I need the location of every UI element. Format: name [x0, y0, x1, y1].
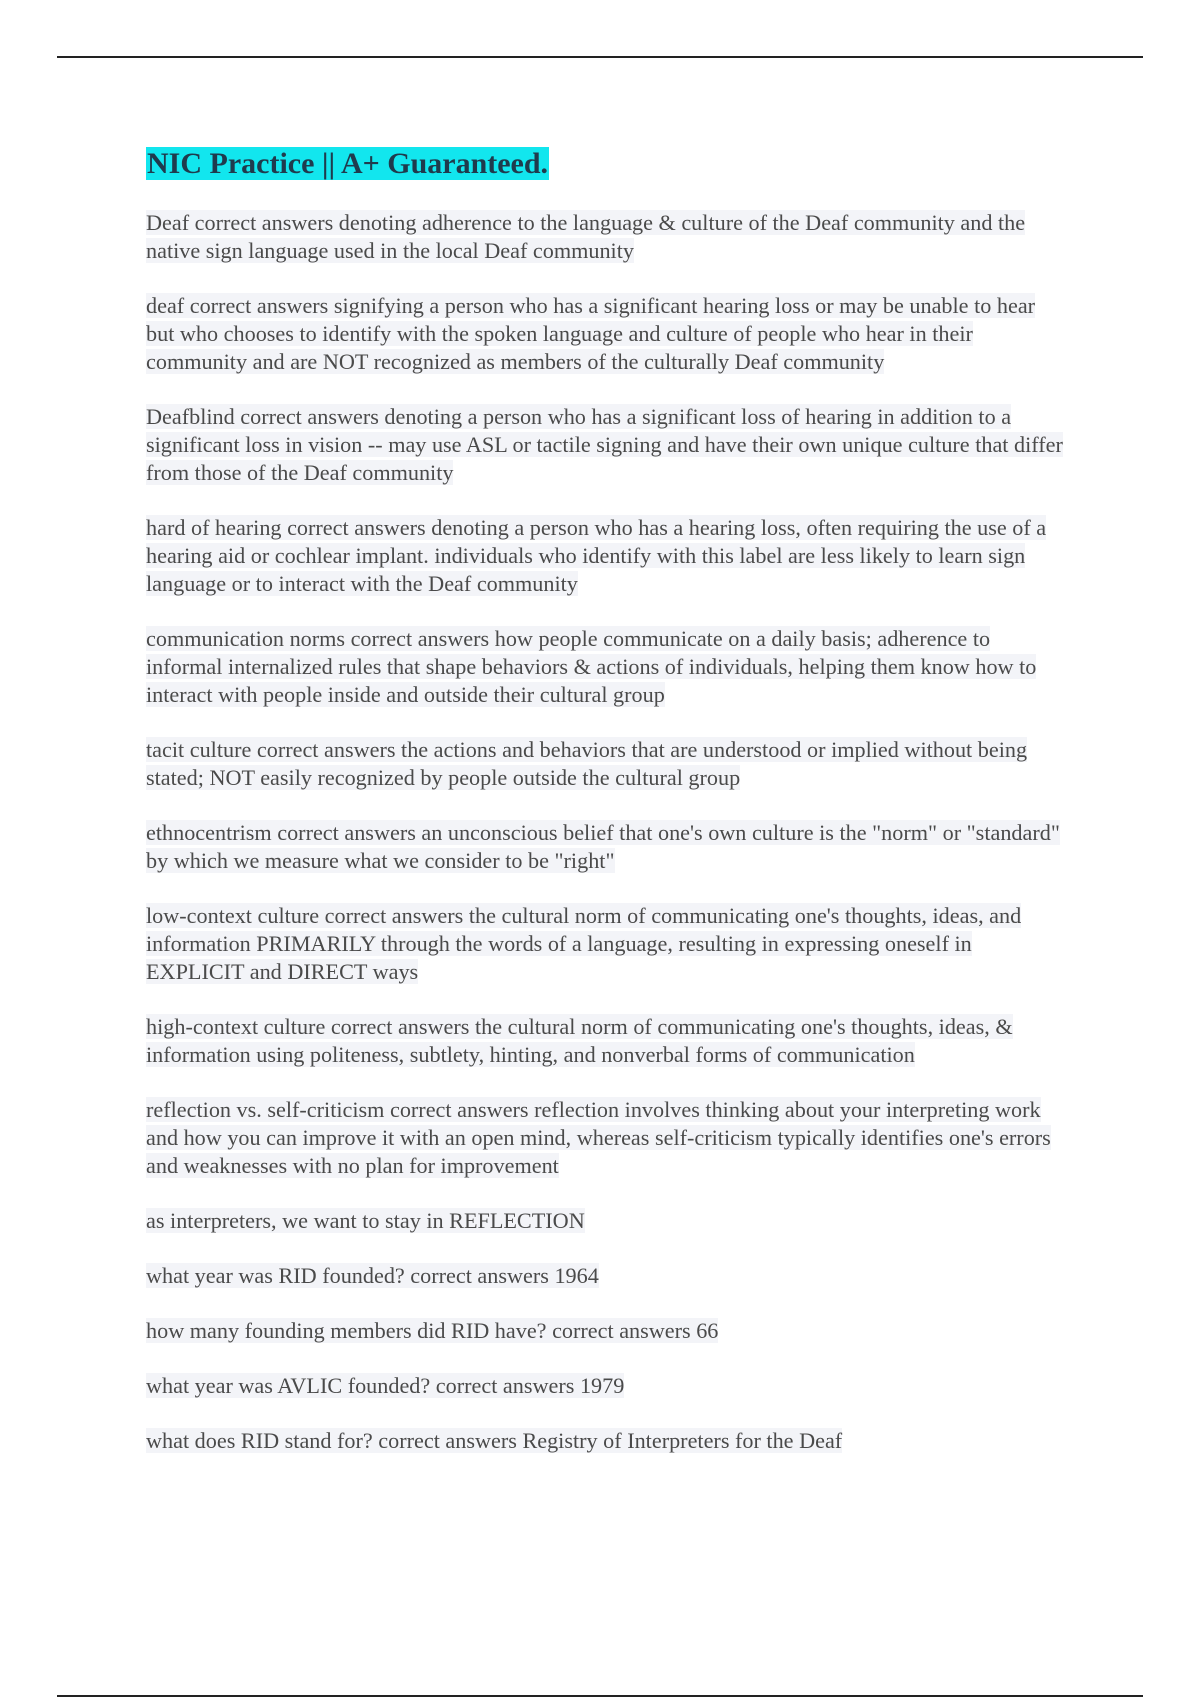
qa-entry-text: tacit culture correct answers the actions and behaviors that are understood or implied without being stated; NOT easily recognized by people outside the cultural group — [146, 737, 1028, 790]
qa-entry — [146, 1207, 1066, 1235]
qa-entry — [146, 1427, 1066, 1455]
qa-entry-text: how many founding members did RID have? correct answers 66 — [146, 1318, 719, 1343]
qa-entry-text: Deafblind correct answers denoting a person who has a significant loss of hearing in addition to a significant loss in vision -- may use ASL or tactile signing and have their own unique culture that differ from those of the Deaf community — [146, 404, 1063, 485]
qa-entry — [146, 625, 1066, 709]
qa-entry — [146, 514, 1066, 598]
qa-entry-text: what year was AVLIC founded? correct answers 1979 — [146, 1373, 625, 1398]
qa-entry — [146, 292, 1066, 376]
qa-entry-text: ethnocentrism correct answers an unconscious belief that one's own culture is the "norm" or "standard" by which we measure what we consider to be "right" — [146, 820, 1060, 873]
qa-entry-text: what does RID stand for? correct answers Registry of Interpreters for the Deaf — [146, 1428, 843, 1453]
qa-entry — [146, 209, 1066, 265]
qa-entry — [146, 1372, 1066, 1400]
header-rule — [57, 56, 1143, 58]
document-title-text: NIC Practice || A+ Guaranteed. — [147, 147, 549, 180]
qa-entry-text: low-context culture correct answers the cultural norm of communicating one's thoughts, ideas, and information PRIMARILY through the words of a language, resulting in expressing oneself in EXPLICIT and DIRECT ways — [146, 903, 1022, 984]
qa-entry-text: deaf correct answers signifying a person who has a significant hearing loss or may be unable to hear but who chooses to identify with the spoken language and culture of people who hear in their community and are NOT recognized as members of the culturally Deaf community — [146, 293, 1036, 374]
document-title — [146, 145, 1066, 183]
qa-entry — [146, 736, 1066, 792]
qa-entry — [146, 403, 1066, 487]
qa-entry — [146, 1262, 1066, 1290]
qa-entry-text: Deaf correct answers denoting adherence to the language & culture of the Deaf community and the native sign language used in the local Deaf community — [146, 210, 1026, 263]
qa-entry-text: reflection vs. self-criticism correct answers reflection involves thinking about your interpreting work and how you can improve it with an open mind, whereas self-criticism typically identifies one's errors and weaknesses with no plan for improvement — [146, 1097, 1051, 1178]
document-body — [146, 145, 1066, 1482]
footer-rule — [57, 1695, 1143, 1697]
qa-entry-text: communication norms correct answers how people communicate on a daily basis; adherence to informal internalized rules that shape behaviors & actions of individuals, helping them know how to interact with people inside and outside their cultural group — [146, 626, 1037, 707]
qa-entry-text: high-context culture correct answers the cultural norm of communicating one's thoughts, ideas, & information using politeness, subtlety, hinting, and nonverbal forms of communication — [146, 1014, 1013, 1067]
qa-entry — [146, 819, 1066, 875]
qa-entry — [146, 1096, 1066, 1180]
qa-entry — [146, 1013, 1066, 1069]
qa-entry — [146, 902, 1066, 986]
qa-entry — [146, 1317, 1066, 1345]
qa-entry-text: as interpreters, we want to stay in REFLECTION — [146, 1208, 585, 1233]
qa-entry-text: what year was RID founded? correct answers 1964 — [146, 1263, 599, 1288]
qa-entry-text: hard of hearing correct answers denoting a person who has a hearing loss, often requiring the use of a hearing aid or cochlear implant. individuals who identify with this label are less likely to learn sign language or to interact with the Deaf community — [146, 515, 1047, 596]
